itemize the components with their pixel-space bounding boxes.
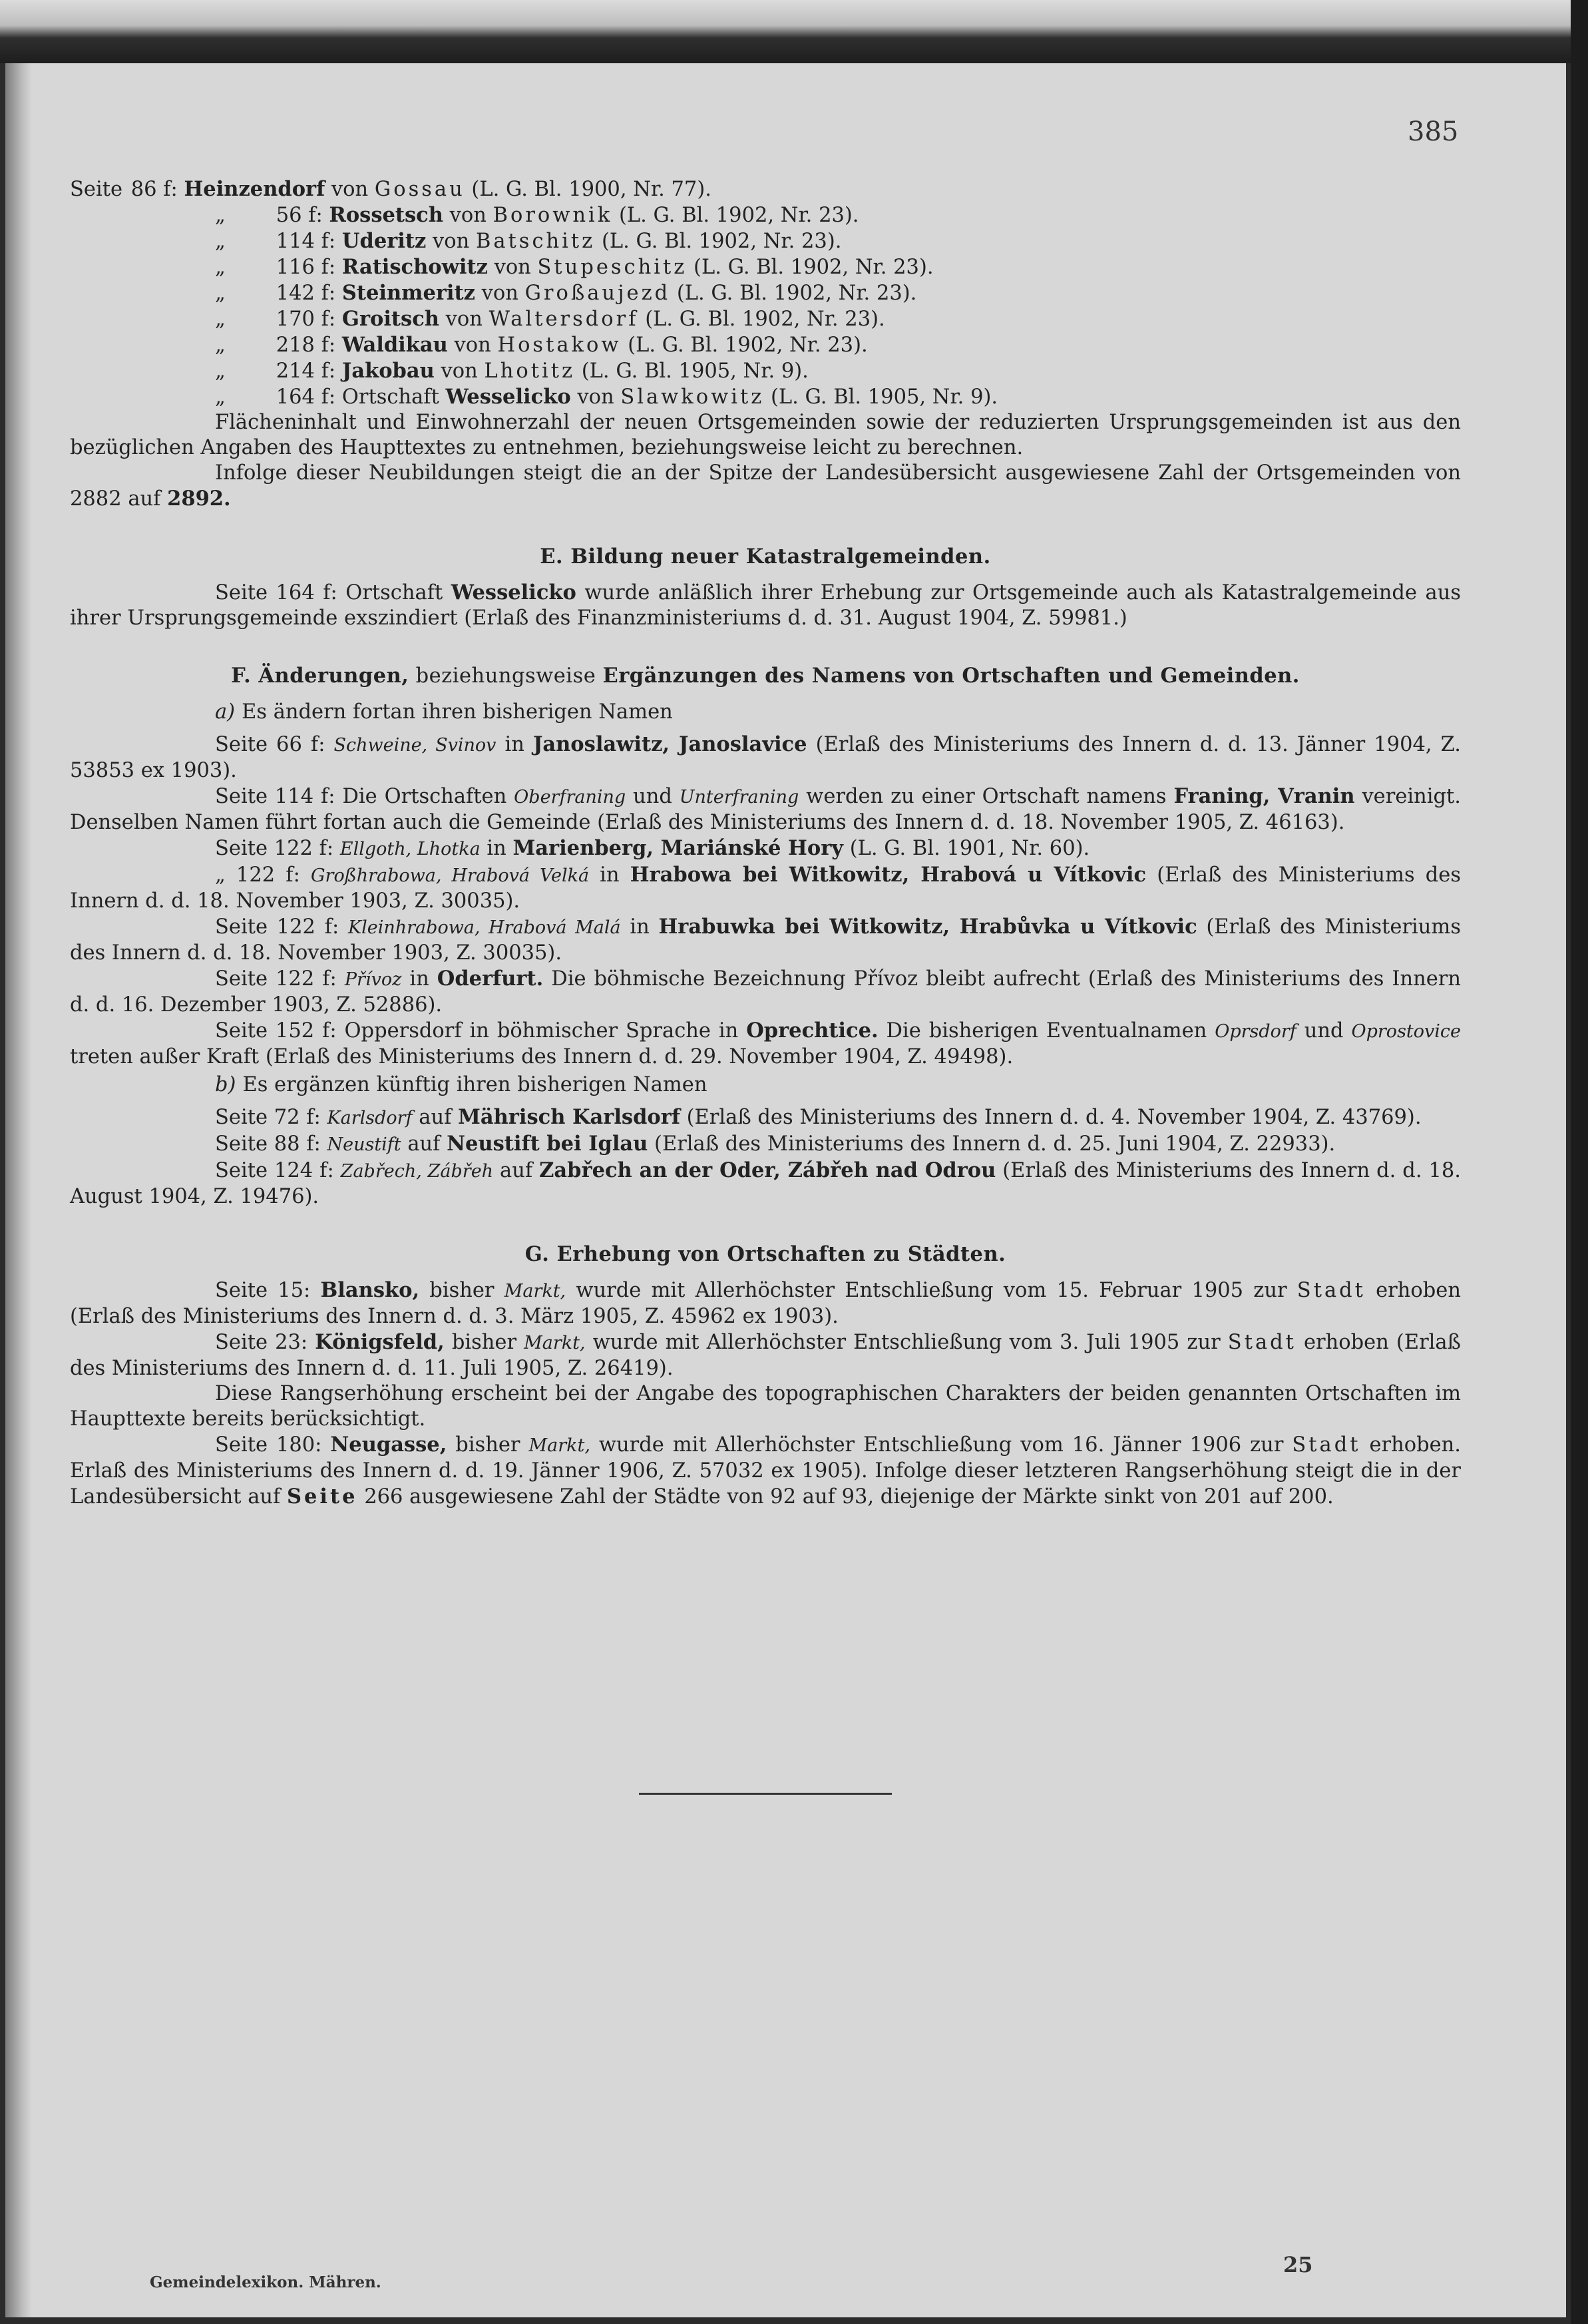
scan-top-edge	[0, 0, 1588, 63]
new-municipalities-list	[70, 176, 1461, 410]
page-spine-shadow	[5, 63, 32, 2317]
section-heading-e: E. Bildung neuer Katastralgemeinden.	[540, 545, 991, 569]
entry-f8: Seite 72 f: Karlsdorf auf Mährisch Karlsdorf (Erlaß des Ministeriums des Innern d. d. 4. November 1904, Z. 43769).	[215, 1105, 1422, 1129]
entry-f3: Seite 122 f: Ellgoth, Lhotka in Marienberg, Mariánské Hory (L. G. Bl. 1901, Nr. 60).	[215, 836, 1090, 860]
entry-f10: Seite 124 f: Zabřech, Zábřeh auf Zabřech an der Oder, Zábřeh nad Odrou (Erlaß des Ministeriums des Innern d. d. 18. August 1904, Z. 19476).	[70, 1158, 1461, 1208]
list-item: „ 170 f: Groitsch von Waltersdorf (L. G. Bl. 1902, Nr. 23).	[215, 307, 885, 331]
paragraph-count-change: Infolge dieser Neubildungen steigt die an der Spitze der Landesübersicht ausgewiesene Zahl der Ortsgemeinden von 2882 auf 2892.	[70, 461, 1461, 511]
page-number: 385	[1408, 116, 1459, 147]
paragraph-area-note: Flächeninhalt und Einwohnerzahl der neuen Ortsgemeinden sowie der reduzierten Ursprungsgemeinden ist aus den bezüglichen Angaben des Haupttextes zu entnehmen, beziehungsweise leicht zu berechnen.	[70, 411, 1461, 459]
paragraph-g-note: Diese Rangserhöhung erscheint bei der Angabe des topographischen Charakters der beiden genannten Ortschaften im Haupttexte bereits berücksichtigt.	[70, 1382, 1461, 1431]
entry-f5: Seite 122 f: Kleinhrabowa, Hrabová Malá in Hrabuwka bei Witkowitz, Hrabůvka u Vítkovic (Erlaß des Ministeriums des Innern d. d. 18. November 1903, Z. 30035).	[70, 915, 1461, 965]
entry-g1: Seite 15: Blansko, bisher Markt, wurde mit Allerhöchster Entschließung vom 15. Februar 1905 zur Stadt erhoben (Erlaß des Ministeriums des Innern d. d. 3. März 1905, Z. 45962 ex 1903).	[70, 1278, 1461, 1328]
subsection-a: a) Es ändern fortan ihren bisherigen Namen	[215, 700, 673, 724]
entry-f6: Seite 122 f: Přívoz in Oderfurt. Die böhmische Bezeichnung Přívoz bleibt aufrecht (Erlaß des Ministeriums des Innern d. d. 16. Dezember 1903, Z. 52886).	[70, 967, 1461, 1017]
entry-f1: Seite 66 f: Schweine, Svinov in Janoslawitz, Janoslavice (Erlaß des Ministeriums des Innern d. d. 13. Jänner 1904, Z. 53853 ex 1903).	[70, 732, 1461, 782]
list-item: Seite 86 f: Heinzendorf von Gossau (L. G. Bl. 1900, Nr. 77).	[70, 177, 711, 201]
entry-f4: „ 122 f: Großhrabowa, Hrabová Velká in Hrabowa bei Witkowitz, Hrabová u Vítkovic (Erlaß des Ministeriums des Innern d. d. 18. November 1903, Z. 30035).	[70, 863, 1461, 913]
list-item: „ 218 f: Waldikau von Hostakow (L. G. Bl. 1902, Nr. 23).	[215, 333, 868, 357]
entry-g2: Seite 23: Königsfeld, bisher Markt, wurde mit Allerhöchster Entschließung vom 3. Juli 1905 zur Stadt erhoben (Erlaß des Ministeriums des Innern d. d. 11. Juli 1905, Z. 26419).	[70, 1330, 1461, 1380]
entry-f9: Seite 88 f: Neustift auf Neustift bei Iglau (Erlaß des Ministeriums des Innern d. d. 25. Juni 1904, Z. 22933).	[215, 1132, 1336, 1156]
closing-rule	[639, 1793, 892, 1795]
page-body	[70, 176, 1461, 1510]
scan-right-edge	[1571, 0, 1588, 2324]
entry-g4: Seite 180: Neugasse, bisher Markt, wurde mit Allerhöchster Entschließung vom 16. Jänner 1906 zur Stadt erhoben. Erlaß des Ministeriums des Innern d. d. 19. Jänner 1906, Z. 57032 ex 1905). Infolge dieser letzteren Rangserhöhung steigt die in der Landesübersicht auf Seite 266 ausgewiesene Zahl der Städte von 92 auf 93, diejenige der Märkte sinkt von 201 auf 200.	[70, 1433, 1461, 1509]
entry-f7: Seite 152 f: Oppersdorf in böhmischer Sprache in Oprechtice. Die bisherigen Eventualnamen Oprsdorf und Oprostovice treten außer Kraft (Erlaß des Ministeriums des Innern d. d. 29. November 1904, Z. 49498).	[70, 1019, 1462, 1068]
list-item: „ 114 f: Uderitz von Batschitz (L. G. Bl. 1902, Nr. 23).	[215, 229, 842, 253]
section-heading-g: G. Erhebung von Ortschaften zu Städten.	[524, 1242, 1006, 1266]
paragraph-e: Seite 164 f: Ortschaft Wesselicko wurde anläßlich ihrer Erhebung zur Ortsgemeinde auch als Katastralgemeinde aus ihrer Ursprungsgemeinde exszindiert (Erlaß des Finanzministeriums d. d. 31. August 1904, Z. 59981.)	[70, 581, 1461, 630]
list-item: „ 56 f: Rossetsch von Borownik (L. G. Bl. 1902, Nr. 23).	[215, 203, 859, 227]
section-heading-f: F. Änderungen, beziehungsweise Ergänzungen des Namens von Ortschaften und Gemeinden.	[231, 664, 1300, 688]
footer-publication: Gemeindelexikon. Mähren.	[150, 2273, 381, 2291]
list-item: „ 142 f: Steinmeritz von Großaujezd (L. G. Bl. 1902, Nr. 23).	[215, 281, 917, 305]
entry-f2: Seite 114 f: Die Ortschaften Oberfraning und Unterfraning werden zu einer Ortschaft namens Franing, Vranin vereinigt. Denselben Namen führt fortan auch die Gemeinde (Erlaß des Ministeriums des Innern d. d. 18. November 1905, Z. 46163).	[70, 784, 1461, 834]
list-item: „ 116 f: Ratischowitz von Stupeschitz (L. G. Bl. 1902, Nr. 23).	[215, 255, 934, 279]
list-item: „ 164 f: Ortschaft Wesselicko von Slawkowitz (L. G. Bl. 1905, Nr. 9).	[215, 385, 998, 409]
footer-signature-mark: 25	[1283, 2252, 1313, 2277]
list-item: „ 214 f: Jakobau von Lhotitz (L. G. Bl. 1905, Nr. 9).	[215, 359, 809, 383]
subsection-b: b) Es ergänzen künftig ihren bisherigen Namen	[215, 1073, 707, 1096]
